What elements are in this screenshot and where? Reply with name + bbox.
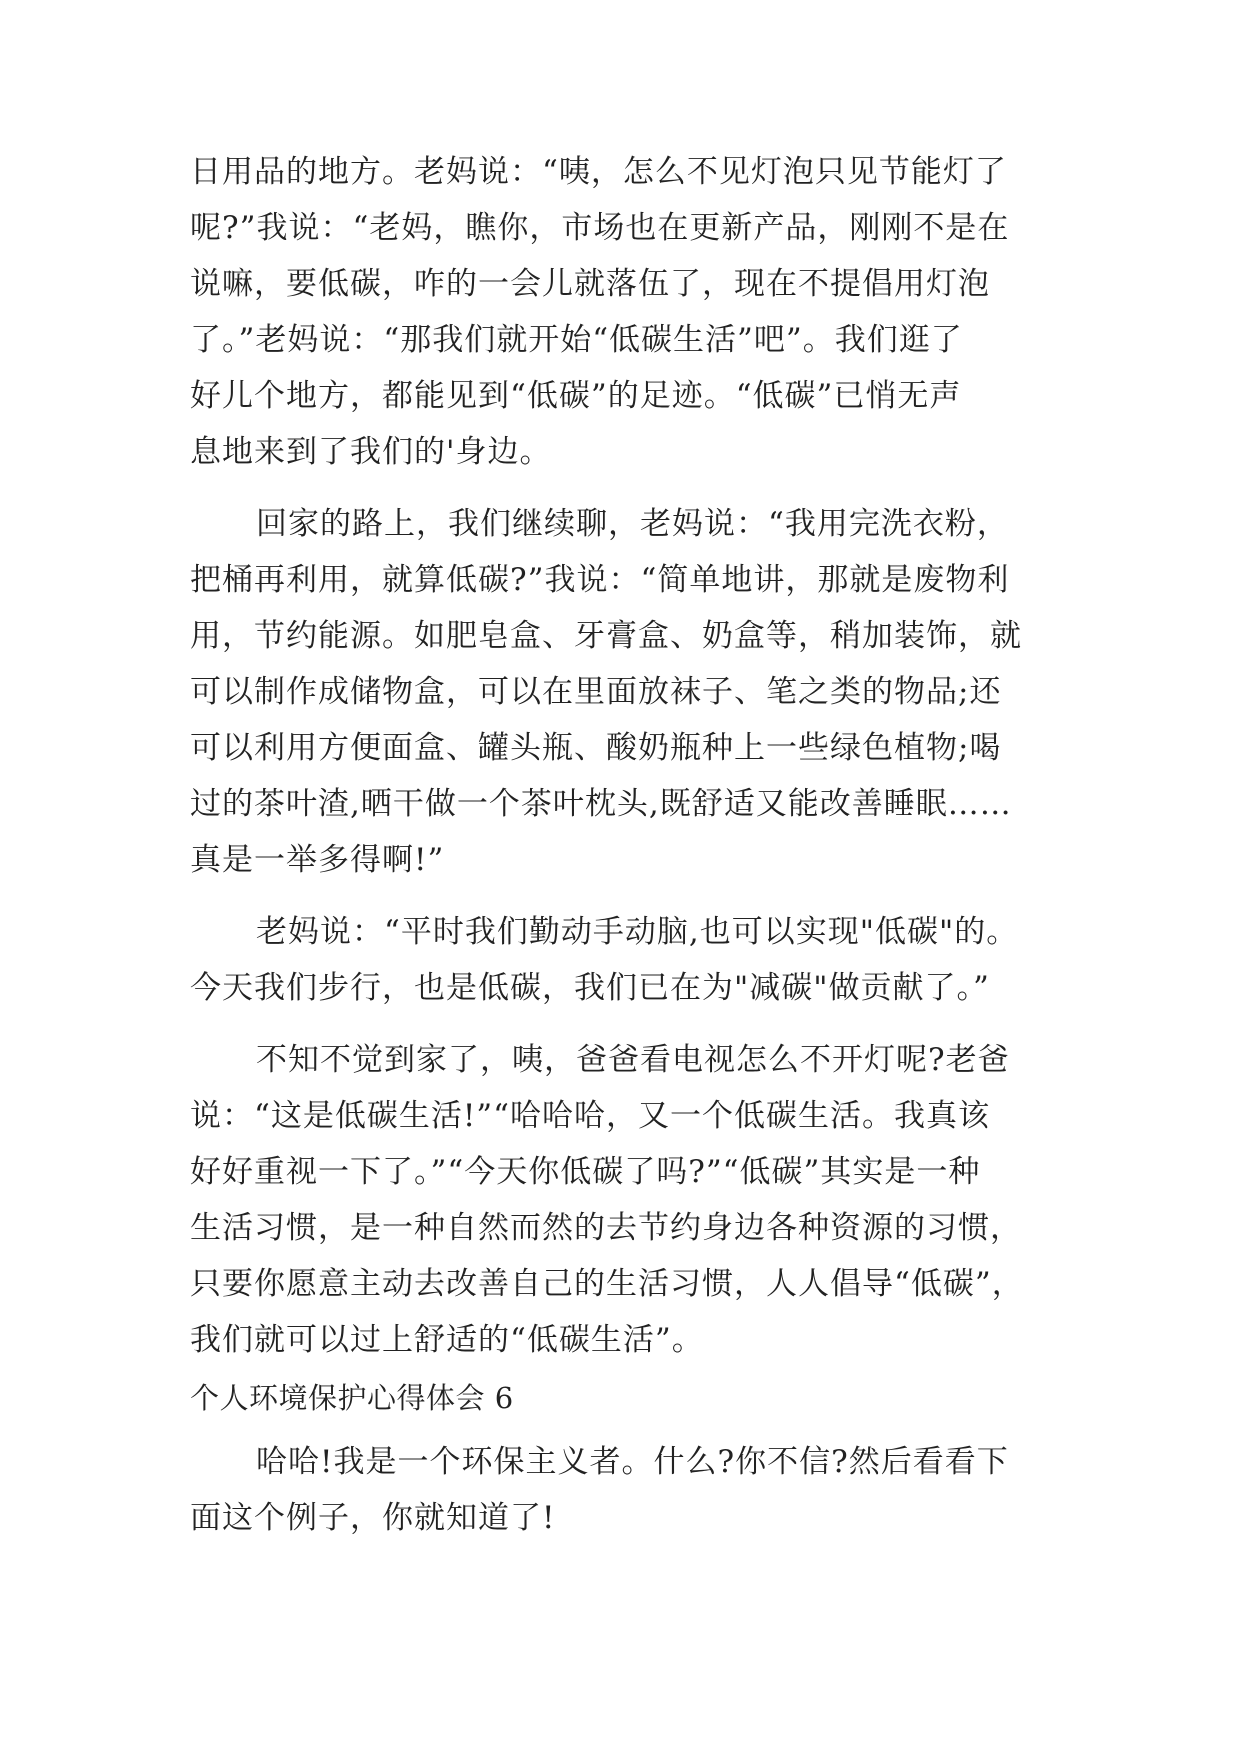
text-line: 真是一举多得啊!” — [190, 842, 445, 878]
text-line: 说嘛，要低碳，咋的一会儿就落伍了，现在不提倡用灯泡 — [190, 266, 990, 302]
text-line: 生活习惯，是一种自然而然的去节约身边各种资源的习惯， — [190, 1210, 1022, 1246]
text-line: 把桶再利用，就算低碳?”我说：“简单地讲，那就是废物利 — [190, 562, 1010, 598]
text-line: 老妈说：“平时我们勤动手动脑,也可以实现"低碳"的。 — [256, 914, 1019, 950]
section-heading: 个人环境保护心得体会 6 — [190, 1381, 514, 1415]
text-line: 面这个例子，你就知道了! — [190, 1500, 556, 1536]
text-line: 好儿个地方，都能见到“低碳”的足迹。“低碳”已悄无声 — [190, 378, 962, 414]
text-line: 哈哈!我是一个环保主义者。什么?你不信?然后看看下 — [256, 1444, 1009, 1480]
text-line: 不知不觉到家了，咦，爸爸看电视怎么不开灯呢?老爸 — [256, 1042, 1010, 1078]
text-line: 我们就可以过上舒适的“低碳生活”。 — [190, 1322, 704, 1358]
text-line: 只要你愿意主动去改善自己的生活习惯，人人倡导“低碳”， — [190, 1266, 1024, 1302]
text-line: 呢?”我说：“老妈，瞧你，市场也在更新产品，刚刚不是在 — [190, 210, 1010, 246]
text-line: 用，节约能源。如肥皂盒、牙膏盒、奶盒等，稍加装饰，就 — [190, 618, 1022, 654]
text-line: 过的茶叶渣,晒干做一个茶叶枕头,既舒适又能改善睡眠…… — [190, 786, 1012, 822]
text-line: 日用品的地方。老妈说：“咦，怎么不见灯泡只见节能灯了 — [190, 154, 1007, 190]
text-line: 回家的路上，我们继续聊，老妈说：“我用完洗衣粉， — [256, 506, 1009, 542]
text-line: 可以制作成储物盒，可以在里面放袜子、笔之类的物品;还 — [190, 674, 1002, 710]
text-line: 好好重视一下了。”“今天你低碳了吗?”“低碳”其实是一种 — [190, 1154, 981, 1190]
text-line: 息地来到了我们的'身边。 — [190, 434, 552, 470]
text-line: 说：“这是低碳生活!”“哈哈哈，又一个低碳生活。我真该 — [190, 1098, 990, 1134]
text-line: 可以利用方便面盒、罐头瓶、酸奶瓶种上一些绿色植物;喝 — [190, 730, 1002, 766]
text-line: 了。”老妈说：“那我们就开始“低碳生活”吧”。我们逛了 — [190, 322, 963, 358]
text-line: 今天我们步行，也是低碳，我们已在为"减碳"做贡献了。” — [190, 970, 990, 1006]
